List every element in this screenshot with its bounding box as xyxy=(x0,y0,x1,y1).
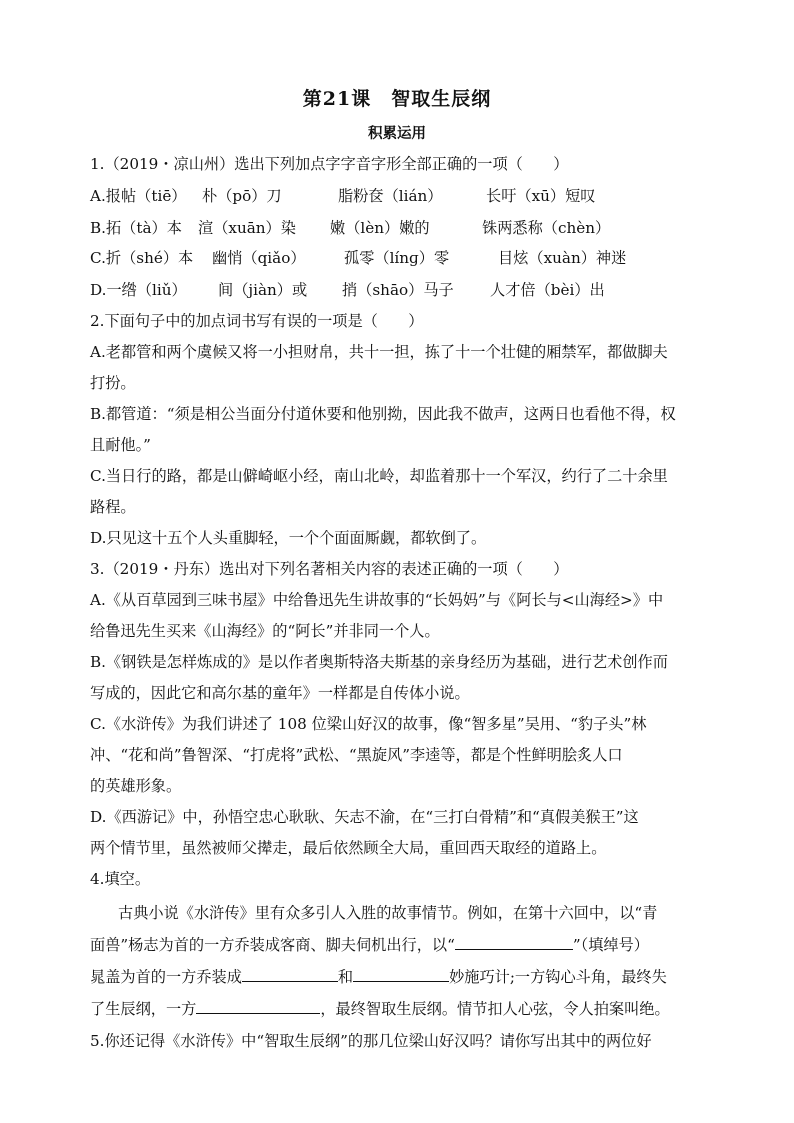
q2-option-d[interactable]: D.只见这十五个人头重脚轻，一个个面面厮觑，都软倒了。 xyxy=(90,529,487,547)
q4-blank-outcome[interactable] xyxy=(196,999,320,1014)
q4-text-3b: 和 xyxy=(337,968,354,986)
q4-paragraph-line2 xyxy=(90,935,712,955)
q2-option-b-line1[interactable]: B.都管道：“须是相公当面分付道休要和他别拗，因此我不做声，这两日也看他不得，权 xyxy=(90,405,676,423)
q3-option-c-line3[interactable]: 的英雄形象。 xyxy=(90,777,182,795)
q4-text-3a: 晁盖为首的一方乔装成 xyxy=(90,968,242,986)
q4-text-2b: ”（填绰号） xyxy=(572,936,649,954)
q4-paragraph-line4 xyxy=(90,999,712,1019)
q1-b-item-2: 渲（xuān）染 xyxy=(198,219,296,237)
q1-stem: 1.（2019・凉山州）选出下列加点字字音字形全部正确的一项（ ） xyxy=(90,155,569,173)
q1-a-item-4: 长吁（xū）短叹 xyxy=(486,187,596,205)
q2-stem: 2.下面句子中的加点词书写有误的一项是（ ） xyxy=(90,312,424,330)
q2-option-c-line2[interactable]: 路程。 xyxy=(90,498,136,516)
q2-option-a-line1[interactable]: A.老都管和两个虞候又将一小担财帛，共十一担，拣了十一个壮健的厢禁军，都做脚夫 xyxy=(90,343,668,361)
q5-stem: 5.你还记得《水浒传》中“智取生辰纲”的那几位梁山好汉吗？请你写出其中的两位好 xyxy=(90,1032,652,1050)
q4-text-4b: ，最终智取生辰纲。情节扣人心弦，令人拍案叫绝。 xyxy=(320,1000,670,1018)
q1-d-item-4: 人才倍（bèi）出 xyxy=(490,281,605,299)
q4-stem: 4.填空。 xyxy=(90,870,151,888)
q1-c-item-3: 孤零（línɡ）零 xyxy=(344,249,450,267)
q4-text-3c: 妙施巧计;一方钩心斗角，最终失 xyxy=(449,968,667,986)
q4-text-2a: 面兽”杨志为首的一方乔装成客商、脚夫伺机出行，以“ xyxy=(90,936,455,954)
lesson-title: 第21课 智取生辰纲 xyxy=(302,88,492,110)
q1-a-item-3: 脂粉奁（lián） xyxy=(338,187,443,205)
q2-option-a-line2[interactable]: 打扮。 xyxy=(90,374,136,392)
q3-option-c-line2[interactable]: 冲、“花和尚”鲁智深、“打虎将”武松、“黑旋风”李逵等，都是个性鲜明脍炙人口 xyxy=(90,746,623,764)
q3-option-d-line1[interactable]: D.《西游记》中，孙悟空忠心耿耿、矢志不渝，在“三打白骨精”和“真假美猴王”这 xyxy=(90,808,639,826)
q1-option-b[interactable] xyxy=(90,218,712,238)
q3-option-b-line2[interactable]: 写成的，因此它和高尔基的童年》一样都是自传体小说。 xyxy=(90,684,470,702)
q1-c-item-4: 目炫（xuàn）神迷 xyxy=(498,249,627,267)
q1-a-item-1: A.报帖（tiē） xyxy=(90,187,187,205)
q1-c-item-2: 幽悄（qiǎo） xyxy=(212,249,306,267)
q4-blank-nickname[interactable] xyxy=(455,935,573,950)
q4-text-4a: 了生辰纲，一方 xyxy=(90,1000,197,1018)
q2-option-c-line1[interactable]: C.当日行的路，都是山僻崎岖小经，南山北岭，却监着那十一个军汉，约行了二十余里 xyxy=(90,467,668,485)
q2-option-b-line2[interactable]: 且耐他。” xyxy=(90,436,151,454)
q1-option-c[interactable] xyxy=(90,248,712,268)
q1-option-a[interactable] xyxy=(90,186,712,206)
q1-option-d[interactable] xyxy=(90,280,712,300)
section-subtitle: 积累运用 xyxy=(368,125,426,142)
q1-c-item-1: C.折（shé）本 xyxy=(90,249,194,267)
q3-stem: 3.（2019・丹东）选出对下列名著相关内容的表述正确的一项（ ） xyxy=(90,560,569,578)
q3-option-c-line1[interactable]: C.《水浒传》为我们讲述了 108 位梁山好汉的故事，像“智多星”吴用、“豹子头”林 xyxy=(90,715,647,733)
q1-b-item-4: 铢两悉称（chèn） xyxy=(482,219,611,237)
q1-d-item-3: 捎（shāo）马子 xyxy=(342,281,454,299)
q4-blank-disguise-1[interactable] xyxy=(242,967,338,982)
q3-option-a-line2[interactable]: 给鲁迅先生买来《山海经》的“阿长”并非同一个人。 xyxy=(90,622,440,640)
q3-option-d-line2[interactable]: 两个情节里，虽然被师父撵走，最后依然顾全大局，重回西天取经的道路上。 xyxy=(90,839,607,857)
q1-b-item-1: B.拓（tà）本 xyxy=(90,219,182,237)
q3-option-b-line1[interactable]: B.《钢铁是怎样炼成的》是以作者奥斯特洛夫斯基的亲身经历为基础，进行艺术创作而 xyxy=(90,653,668,671)
q3-option-a-line1[interactable]: A.《从百草园到三味书屋》中给鲁迅先生讲故事的“长妈妈”与《阿长与<山海经>》中 xyxy=(90,591,664,609)
q1-d-item-1: D.一绺（liǔ） xyxy=(90,281,187,299)
q4-blank-disguise-2[interactable] xyxy=(353,967,449,982)
q4-paragraph-line1: 古典小说《水浒传》里有众多引人入胜的故事情节。例如，在第十六回中，以“青 xyxy=(118,904,658,922)
q1-d-item-2: 间（jiàn）或 xyxy=(218,281,308,299)
q4-paragraph-line3 xyxy=(90,967,712,987)
q1-a-item-2: 朴（pō）刀 xyxy=(202,187,282,205)
q1-b-item-3: 嫩（lèn）嫩的 xyxy=(330,219,430,237)
